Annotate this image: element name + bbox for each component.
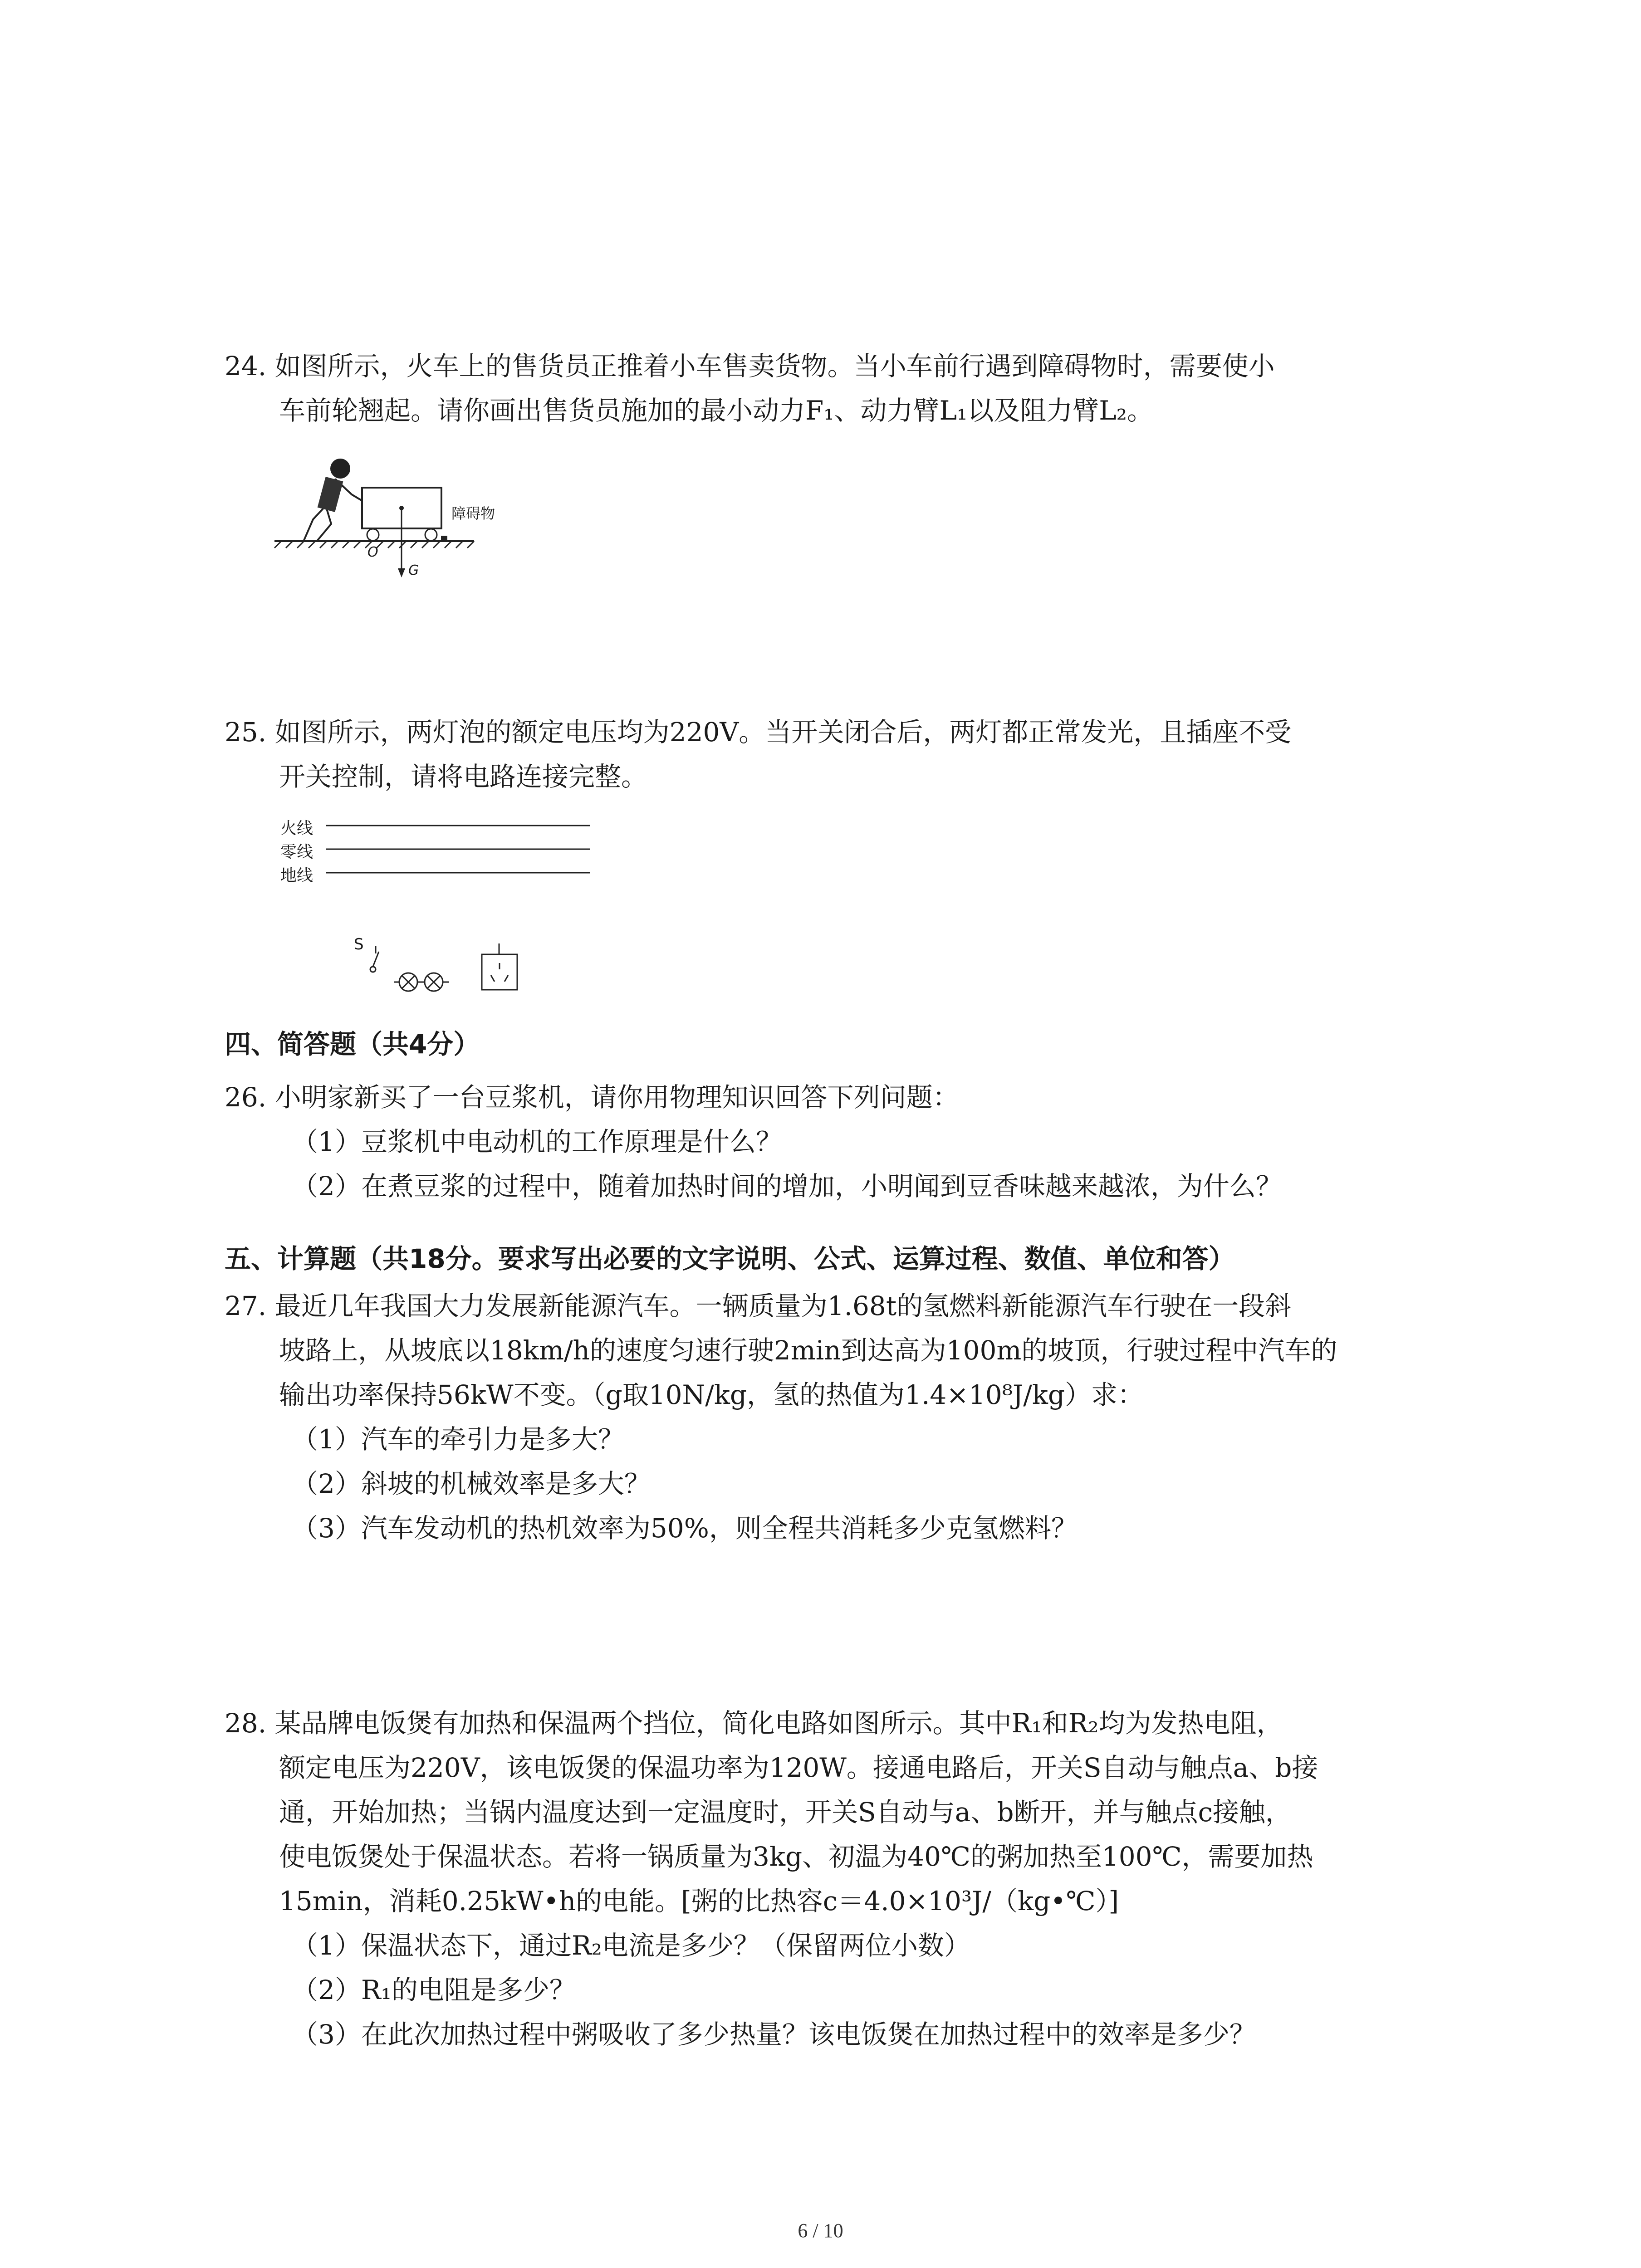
question-28-line-4: 使电饭煲处于保温状态。若将一锅质量为3kg、初温为40℃的粥加热至100℃，需要加热 xyxy=(279,1841,1313,1872)
question-28-sub-3: （3）在此次加热过程中粥吸收了多少热量？该电饭煲在加热过程中的效率是多少？ xyxy=(292,2019,1256,2050)
cart-lever-figure xyxy=(272,451,526,587)
pivot-label-o: O xyxy=(367,544,378,560)
salesperson-figure xyxy=(304,459,363,540)
question-27-sub-3: （3）汽车发动机的热机效率为50%，则全程共消耗多少克氢燃料？ xyxy=(292,1513,1078,1544)
question-24-line-2: 车前轮翘起。请你画出售货员施加的最小动力F₁、动力臂L₁以及阻力臂L₂。 xyxy=(279,395,1154,426)
question-26-line-1: 26. 小明家新买了一台豆浆机，请你用物理知识回答下列问题： xyxy=(225,1082,959,1113)
question-26-sub-2: （2）在煮豆浆的过程中，随着加热时间的增加，小明闻到豆香味越来越浓，为什么？ xyxy=(292,1171,1282,1202)
question-28-line-3: 通，开始加热；当锅内温度达到一定温度时，开关S自动与a、b断开，并与触点c接触， xyxy=(279,1797,1292,1828)
switch-label: S xyxy=(354,935,364,953)
question-27 xyxy=(225,1284,1337,1550)
question-25 xyxy=(225,710,1291,799)
question-26-sub-1: （1）豆浆机中电动机的工作原理是什么？ xyxy=(292,1126,782,1157)
question-28-line-5: 15min，消耗0.25kW•h的电能。[粥的比热容c＝4.0×10³J/（kg•℃）] xyxy=(279,1886,1119,1916)
lamp-1-symbol xyxy=(394,973,425,991)
question-27-line-3: 输出功率保持56kW不变。（g取10N/kg，氢的热值为1.4×10⁸J/kg）求： xyxy=(279,1379,1144,1410)
switch-symbol xyxy=(370,946,379,972)
section-5-heading: 五、计算题（共18分。要求写出必要的文字说明、公式、运算过程、数值、单位和答） xyxy=(225,1243,1235,1274)
question-27-line-2: 坡路上，从坡底以18km/h的速度匀速行驶2min到达高为100m的坡顶，行驶过程中汽车的 xyxy=(279,1335,1337,1366)
question-27-sub-1: （1）汽车的牵引力是多大？ xyxy=(292,1424,624,1455)
question-28-line-1: 28. 某品牌电饭煲有加热和保温两个挡位，简化电路如图所示。其中R₁和R₂均为发热电阻， xyxy=(225,1708,1283,1739)
question-28 xyxy=(225,1701,1318,2057)
question-24 xyxy=(225,344,1275,433)
obstacle-label: 障碍物 xyxy=(451,505,495,522)
question-28-sub-2: （2）R₁的电阻是多少？ xyxy=(292,1975,576,2005)
ground-wire-label: 地线 xyxy=(280,866,314,885)
lamp-2-symbol xyxy=(425,973,449,991)
household-circuit-figure xyxy=(272,807,599,1007)
question-28-line-2: 额定电压为220V，该电饭煲的保温功率为120W。接通电路后，开关S自动与触点a、b接 xyxy=(279,1752,1318,1783)
live-wire-label: 火线 xyxy=(280,819,314,838)
socket-symbol xyxy=(482,943,517,990)
question-25-line-1: 25. 如图所示，两灯泡的额定电压均为220V。当开关闭合后，两灯都正常发光，且插座不受 xyxy=(225,717,1292,748)
gravity-label-g: G xyxy=(408,562,419,578)
page-number: 6 / 10 xyxy=(798,2219,843,2242)
question-28-sub-1: （1）保温状态下，通过R₂电流是多少？（保留两位小数） xyxy=(292,1930,970,1961)
question-27-sub-2: （2）斜坡的机械效率是多大？ xyxy=(292,1468,651,1499)
question-24-line-1: 24. 如图所示，火车上的售货员正推着小车售卖货物。当小车前行遇到障碍物时，需要使小 xyxy=(225,351,1275,381)
question-27-line-1: 27. 最近几年我国大力发展新能源汽车。一辆质量为1.68t的氢燃料新能源汽车行驶在一段斜 xyxy=(225,1290,1292,1321)
question-25-line-2: 开关控制，请将电路连接完整。 xyxy=(279,761,648,792)
question-26 xyxy=(225,1075,1282,1208)
section-4-heading: 四、简答题（共4分） xyxy=(225,1029,480,1060)
neutral-wire-label: 零线 xyxy=(280,843,314,861)
